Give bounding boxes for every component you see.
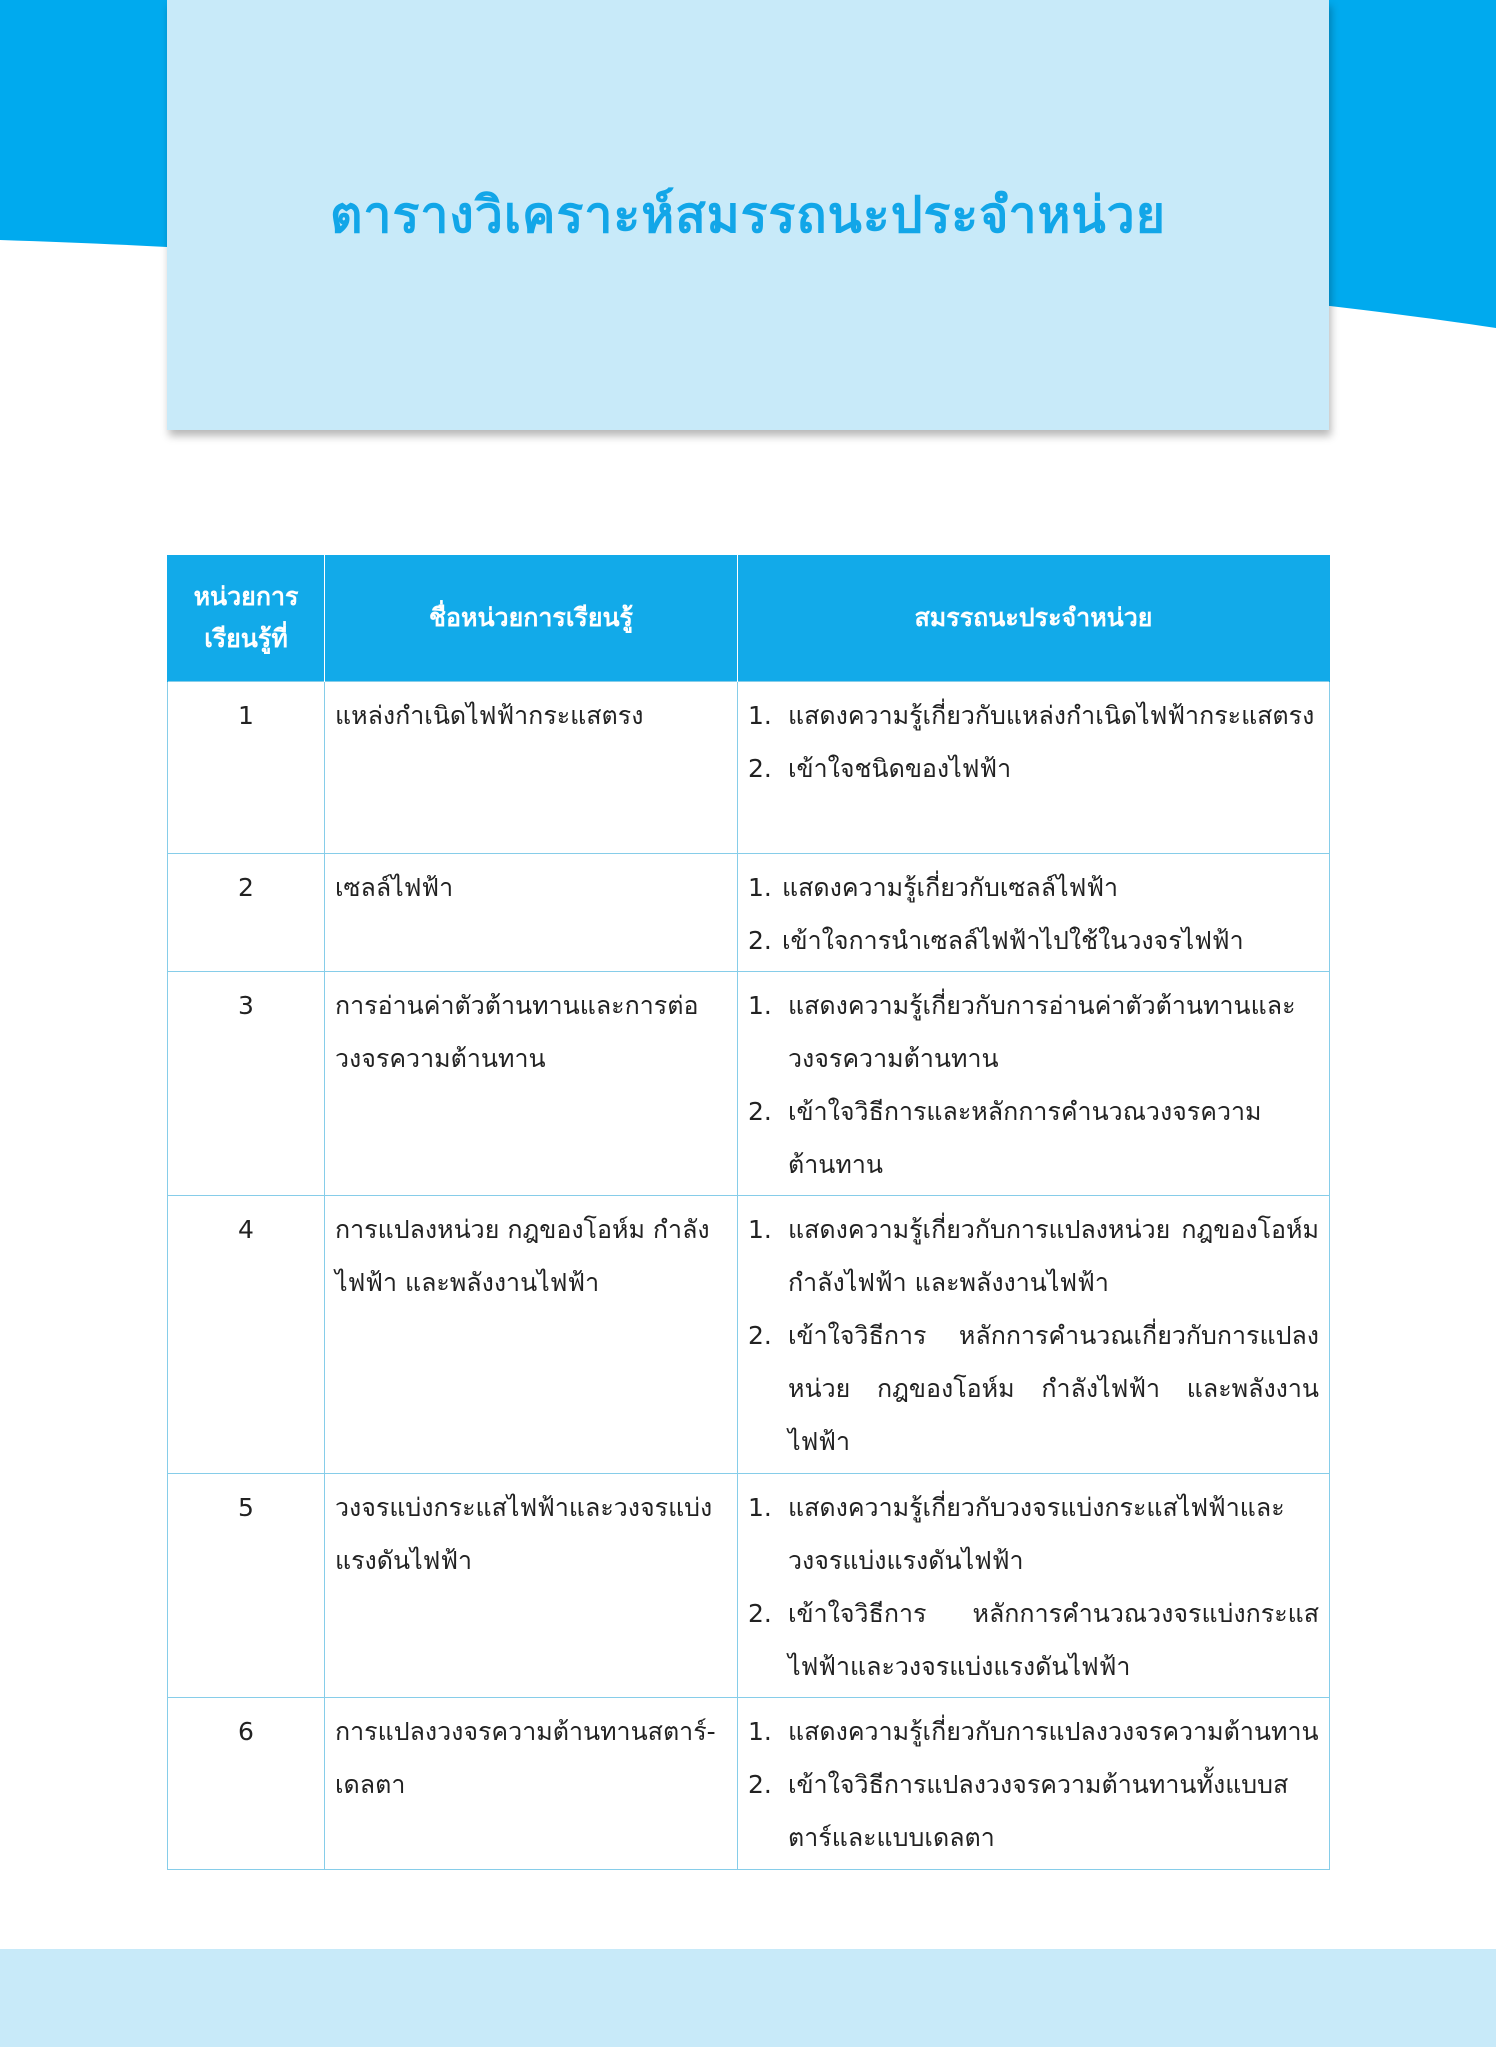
unit-number: 1 <box>168 681 325 853</box>
competency-item <box>748 1758 1319 1864</box>
competency-text: เข้าใจวิธีการ หลักการคำนวณเกี่ยวกับการแปลงหน่วย กฎของโอห์ม กำลังไฟฟ้า และพลังงานไฟฟ้า <box>788 1320 1319 1456</box>
table-row <box>168 1697 1330 1869</box>
competency-number: 2. <box>748 1096 772 1126</box>
competency-text: เข้าใจชนิดของไฟฟ้า <box>788 753 1012 783</box>
competency-table <box>167 555 1330 1870</box>
unit-number: 2 <box>168 853 325 971</box>
competency-text: แสดงความรู้เกี่ยวกับวงจรแบ่งกระแสไฟฟ้าและวงจรแบ่งแรงดันไฟฟ้า <box>788 1492 1285 1575</box>
table-row <box>168 971 1330 1195</box>
competency-cell <box>738 1697 1330 1869</box>
competency-text: แสดงความรู้เกี่ยวกับการอ่านค่าตัวต้านทานและวงจรความต้านทาน <box>788 990 1296 1073</box>
competency-cell <box>738 1473 1330 1697</box>
unit-name: เซลล์ไฟฟ้า <box>325 853 738 971</box>
competency-cell <box>738 971 1330 1195</box>
competency-number: 2. <box>748 753 772 783</box>
competency-number: 2. <box>748 1598 772 1628</box>
competency-number: 1. <box>748 1716 772 1746</box>
competency-text: แสดงความรู้เกี่ยวกับการแปลงวงจรความต้านทาน <box>788 1716 1319 1746</box>
competency-item <box>748 1309 1319 1468</box>
competency-item <box>748 742 1319 795</box>
header-unit-name: ชื่อหน่วยการเรียนรู้ <box>325 555 738 681</box>
competency-item <box>748 979 1319 1085</box>
competency-text: แสดงความรู้เกี่ยวกับการแปลงหน่วย กฎของโอห์ม กำลังไฟฟ้า และพลังงานไฟฟ้า <box>788 1214 1319 1297</box>
unit-number: 6 <box>168 1697 325 1869</box>
unit-name: วงจรแบ่งกระแสไฟฟ้าและวงจรแบ่งแรงดันไฟฟ้า <box>325 1473 738 1697</box>
header-unit-line1: หน่วยการ <box>193 581 299 611</box>
competency-item <box>748 1085 1319 1191</box>
competency-item <box>748 1705 1319 1758</box>
competency-item <box>748 861 1319 914</box>
competency-item <box>748 689 1319 742</box>
title-card <box>167 0 1329 430</box>
header-unit <box>168 555 325 681</box>
competency-number: 1. <box>748 990 772 1020</box>
competency-text: แสดงความรู้เกี่ยวกับแหล่งกำเนิดไฟฟ้ากระแสตรง <box>788 700 1315 730</box>
competency-number: 2. <box>748 1320 772 1350</box>
competency-item <box>748 1481 1319 1587</box>
unit-name: การแปลงวงจรความต้านทานสตาร์-เดลตา <box>325 1697 738 1869</box>
competency-number: 1. <box>748 1492 772 1522</box>
competency-item <box>748 914 1319 967</box>
competency-cell <box>738 681 1330 853</box>
unit-name: แหล่งกำเนิดไฟฟ้ากระแสตรง <box>325 681 738 853</box>
competency-cell <box>738 853 1330 971</box>
competency-number: 2. <box>748 925 772 955</box>
competency-item <box>748 1203 1319 1309</box>
table-header-row <box>168 555 1330 681</box>
competency-number: 2. <box>748 1769 772 1799</box>
unit-number: 3 <box>168 971 325 1195</box>
unit-name: การแปลงหน่วย กฎของโอห์ม กำลังไฟฟ้า และพลังงานไฟฟ้า <box>325 1195 738 1473</box>
competency-text: เข้าใจวิธีการ หลักการคำนวณวงจรแบ่งกระแสไฟฟ้าและวงจรแบ่งแรงดันไฟฟ้า <box>788 1598 1319 1681</box>
competency-cell <box>738 1195 1330 1473</box>
table-row <box>168 681 1330 853</box>
competency-item <box>748 1587 1319 1693</box>
header-unit-line2: เรียนรู้ที่ <box>204 623 288 653</box>
competency-number: 1. <box>748 872 772 902</box>
footer-band <box>0 1949 1496 2047</box>
competency-number: 1. <box>748 1214 772 1244</box>
table-row <box>168 1473 1330 1697</box>
competency-text: เข้าใจการนำเซลล์ไฟฟ้าไปใช้ในวงจรไฟฟ้า <box>782 925 1244 955</box>
table-row <box>168 853 1330 971</box>
competency-number: 1. <box>748 700 772 730</box>
unit-name: การอ่านค่าตัวต้านทานและการต่อวงจรความต้านทาน <box>325 971 738 1195</box>
table-row <box>168 1195 1330 1473</box>
page-title: ตารางวิเคราะห์สมรรถนะประจำหน่วย <box>329 185 1167 244</box>
competency-text: เข้าใจวิธีการและหลักการคำนวณวงจรความต้านทาน <box>788 1096 1262 1179</box>
competency-text: เข้าใจวิธีการแปลงวงจรความต้านทานทั้งแบบสตาร์และแบบเดลตา <box>788 1769 1289 1852</box>
header-competency: สมรรถนะประจำหน่วย <box>738 555 1330 681</box>
competency-text: แสดงความรู้เกี่ยวกับเซลล์ไฟฟ้า <box>782 872 1119 902</box>
unit-number: 5 <box>168 1473 325 1697</box>
competency-table-container <box>167 555 1329 1870</box>
unit-number: 4 <box>168 1195 325 1473</box>
